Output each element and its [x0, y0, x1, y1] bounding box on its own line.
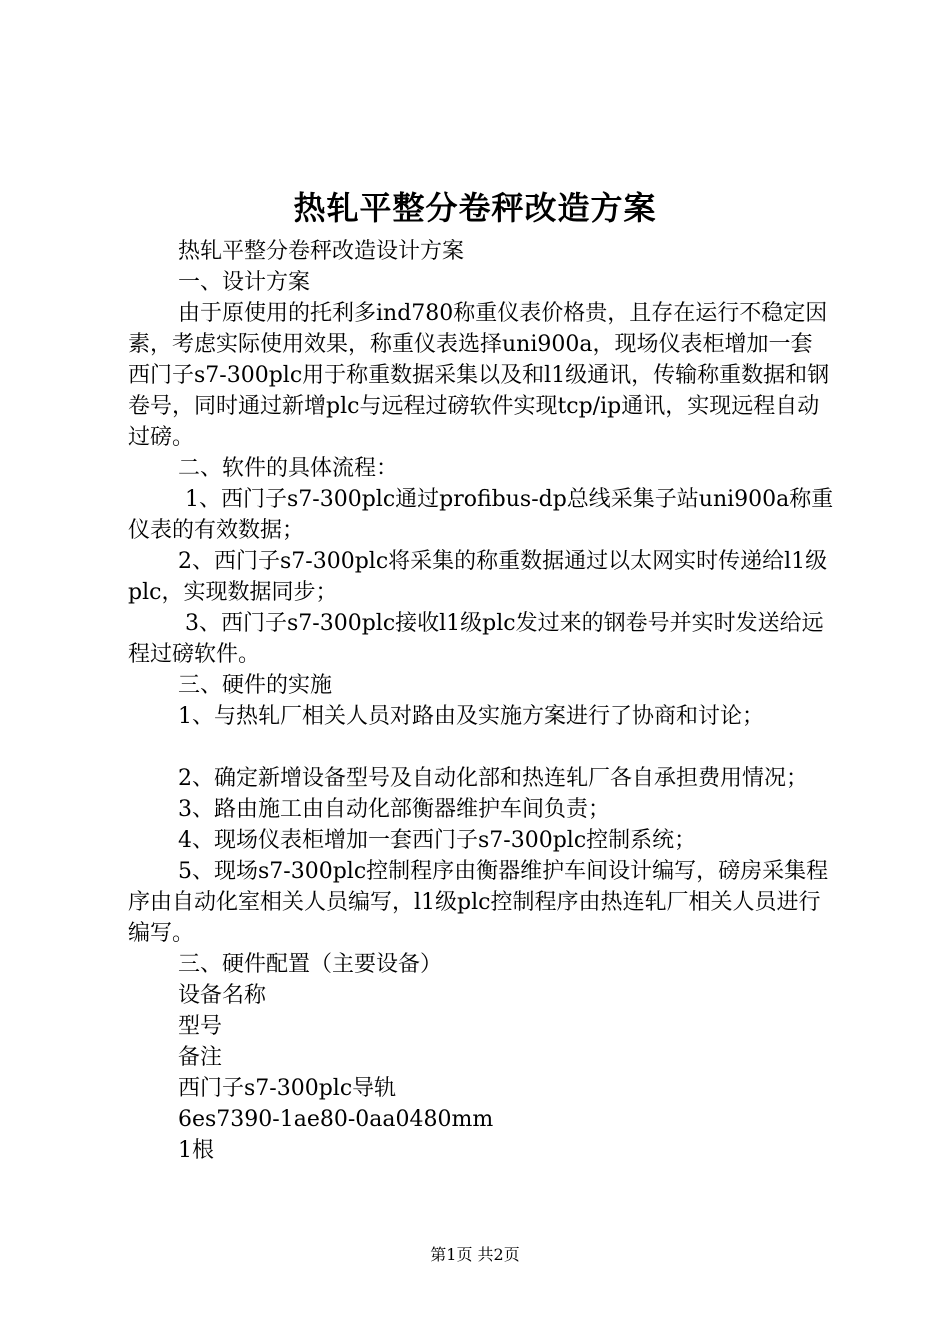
blank-line	[128, 732, 834, 763]
table-cell: 西门子s7-300plc导轨	[178, 1076, 397, 1101]
table-cell: 6es7390-1ae80-0aa0480mm	[178, 1107, 494, 1132]
list-item: 1、西门子s7-300plc通过profibus-dp总线采集子站uni900a称重仪表的有效数据；	[128, 487, 834, 543]
list-item: 5、现场s7-300plc控制程序由衡器维护车间设计编写，磅房采集程序由自动化室相关人员编写，l1级plc控制程序由热连轧厂相关人员进行编写。	[128, 859, 829, 946]
section-heading: 二、软件的具体流程：	[178, 456, 399, 481]
table-cell: 1根	[178, 1138, 214, 1163]
list-item: 2、西门子s7-300plc将采集的称重数据通过以太网实时传递给l1级plc，实现数据同步；	[128, 549, 828, 605]
list-item: 3、路由施工由自动化部衡器维护车间负责；	[178, 797, 610, 822]
table-cell: 设备名称	[178, 983, 267, 1008]
table-cell: 备注	[178, 1045, 223, 1070]
list-item: 2、确定新增设备型号及自动化部和热连轧厂各自承担费用情况；	[178, 766, 808, 791]
section-heading: 三、硬件的实施	[178, 673, 333, 698]
table-cell: 型号	[178, 1014, 223, 1039]
section-heading: 一、设计方案	[178, 270, 311, 295]
list-item: 4、现场仪表柜增加一套西门子s7-300plc控制系统；	[178, 828, 697, 853]
section-heading: 三、硬件配置（主要设备）	[178, 952, 443, 977]
paragraph: 热轧平整分卷秤改造设计方案	[178, 239, 465, 264]
list-item: 1、与热轧厂相关人员对路由及实施方案进行了协商和讨论；	[178, 704, 764, 729]
paragraph: 由于原使用的托利多ind780称重仪表价格贵，且存在运行不稳定因素，考虑实际使用效果，称重仪表选择uni900a，现场仪表柜增加一套西门子s7-300plc用于称重数据采集以及和l1级通讯，传输称重数据和钢卷号，同时通过新增plc与远程过磅软件实现tcp/ip通讯，实现远程自动过磅。	[128, 301, 830, 450]
list-item: 3、西门子s7-300plc接收l1级plc发过来的钢卷号并实时发送给远程过磅软件。	[128, 611, 824, 667]
document-title: 热轧平整分卷秤改造方案	[293, 189, 657, 227]
page-footer: 第1页 共2页	[430, 1245, 520, 1264]
document-body	[128, 236, 834, 1166]
